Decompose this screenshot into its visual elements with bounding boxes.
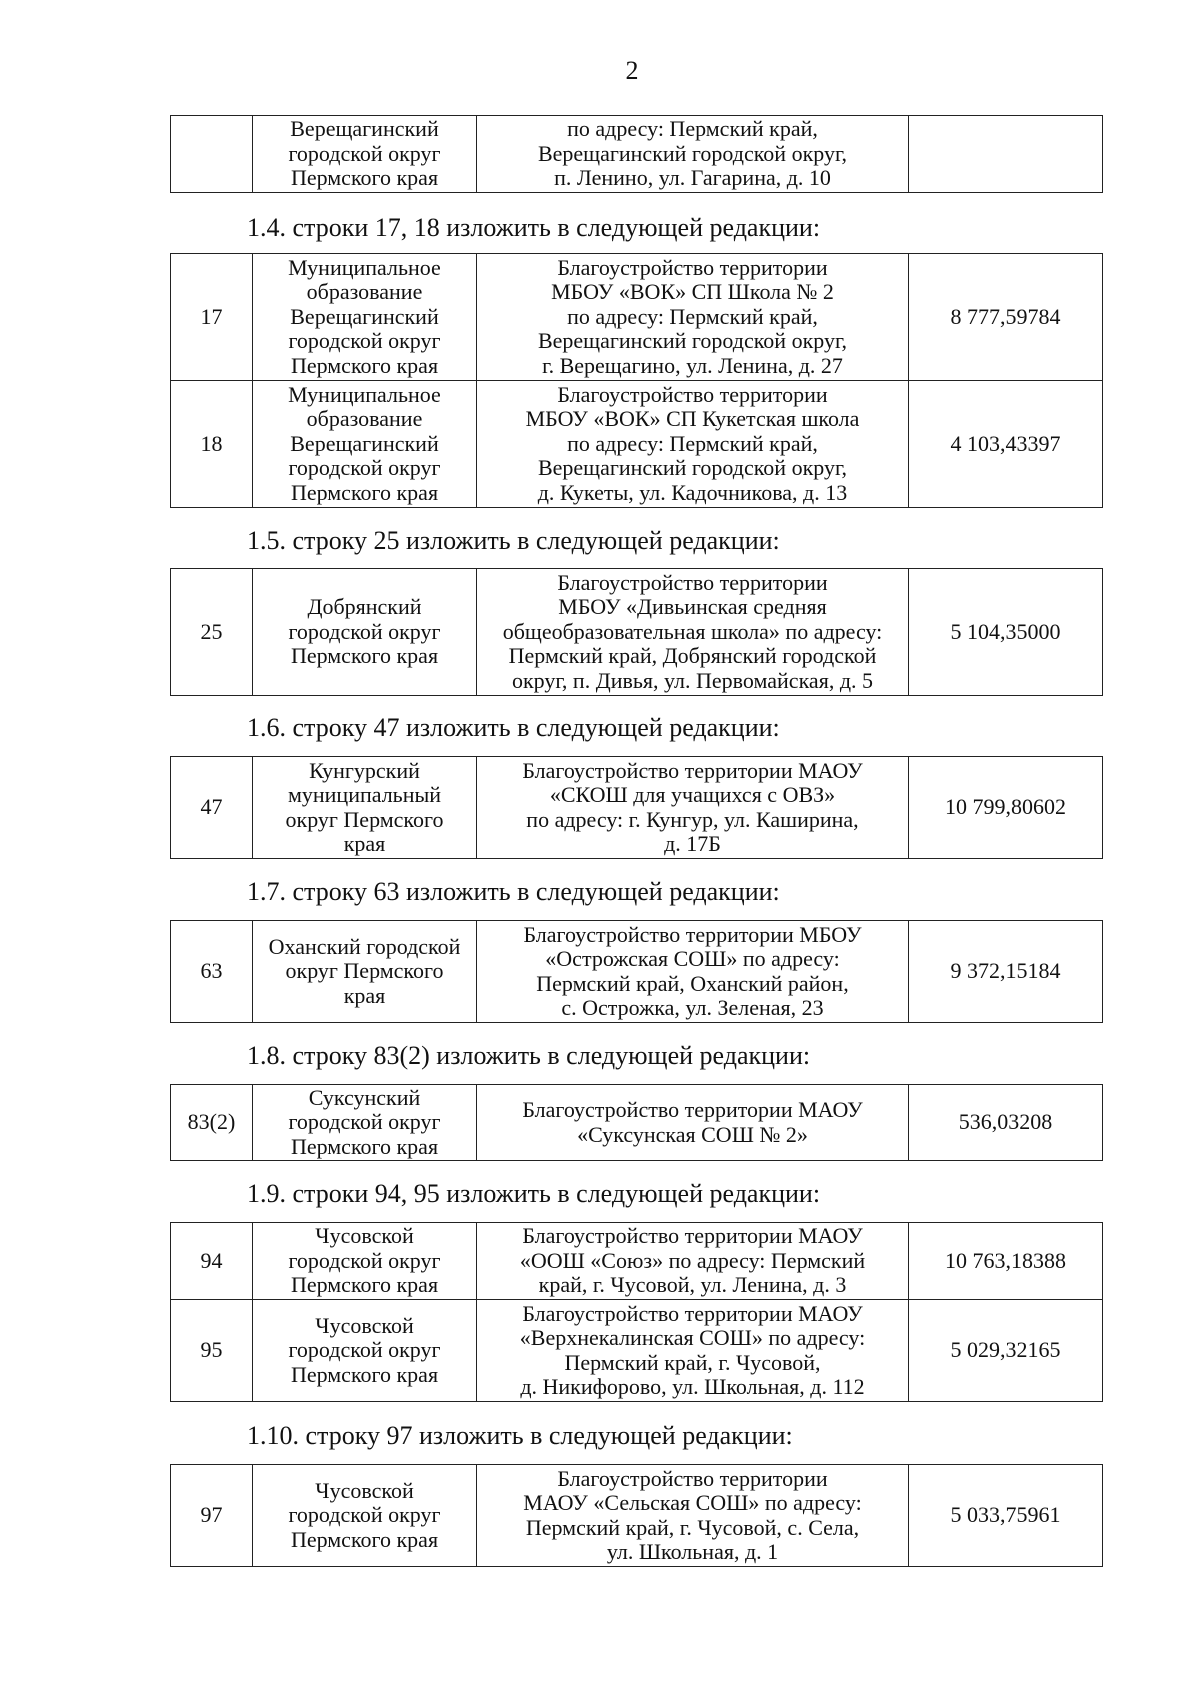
row-number: 25 xyxy=(171,569,253,696)
description-cell: Благоустройство территории МБОУ «ВОК» СП Кукетская школа по адресу: Пермский край, Верещагинский городской округ, д. Кукеты, ул. Кадочникова, д. 13 xyxy=(477,381,909,508)
clause-1-4: 1.4. строки 17, 18 изложить в следующей редакции: xyxy=(247,213,821,242)
table-row xyxy=(171,1085,1103,1161)
amount-cell: 5 033,75961 xyxy=(909,1465,1103,1567)
municipality-cell: Чусовской городской округ Пермского края xyxy=(253,1223,477,1300)
description-cell: Благоустройство территории МАОУ «ООШ «Союз» по адресу: Пермский край, г. Чусовой, ул. Ленина, д. 3 xyxy=(477,1223,909,1300)
municipality-cell: Верещагинский городской округ Пермского края xyxy=(253,116,477,193)
table-row xyxy=(171,1300,1103,1402)
amount-cell: 536,03208 xyxy=(909,1085,1103,1161)
description-cell: Благоустройство территории МАОУ «Сельская СОШ» по адресу: Пермский край, г. Чусовой, с. Села, ул. Школьная, д. 1 xyxy=(477,1465,909,1567)
clause-1-8: 1.8. строку 83(2) изложить в следующей редакции: xyxy=(247,1041,811,1070)
amount-cell: 10 763,18388 xyxy=(909,1223,1103,1300)
row-number xyxy=(171,116,253,193)
table-1-8 xyxy=(170,1084,1103,1161)
description-cell: Благоустройство территории МБОУ «Дивьинская средняя общеобразовательная школа» по адресу: Пермский край, Добрянский городской округ, п. Дивья, ул. Первомайская, д. 5 xyxy=(477,569,909,696)
amount-cell: 8 777,59784 xyxy=(909,254,1103,381)
table-1-4 xyxy=(170,253,1103,508)
table-row xyxy=(171,757,1103,859)
municipality-cell: Добрянский городской округ Пермского края xyxy=(253,569,477,696)
description-cell: Благоустройство территории МАОУ «СКОШ для учащихся с ОВЗ» по адресу: г. Кунгур, ул. Каширина, д. 17Б xyxy=(477,757,909,859)
row-number: 63 xyxy=(171,921,253,1023)
table-row xyxy=(171,116,1103,193)
municipality-cell: Чусовской городской округ Пермского края xyxy=(253,1300,477,1402)
row-number: 18 xyxy=(171,381,253,508)
amount-cell: 5 029,32165 xyxy=(909,1300,1103,1402)
page-number: 2 xyxy=(625,56,639,85)
amount-cell: 4 103,43397 xyxy=(909,381,1103,508)
clause-1-5: 1.5. строку 25 изложить в следующей редакции: xyxy=(247,526,780,555)
description-cell: Благоустройство территории МАОУ «Верхнекалинская СОШ» по адресу: Пермский край, г. Чусовой, д. Никифорово, ул. Школьная, д. 112 xyxy=(477,1300,909,1402)
municipality-cell: Чусовской городской округ Пермского края xyxy=(253,1465,477,1567)
row-number: 97 xyxy=(171,1465,253,1567)
table-1-7 xyxy=(170,920,1103,1023)
table-1-5 xyxy=(170,568,1103,696)
table-row xyxy=(171,569,1103,696)
description-cell: Благоустройство территории МБОУ «Острожская СОШ» по адресу: Пермский край, Оханский район, с. Острожка, ул. Зеленая, 23 xyxy=(477,921,909,1023)
amount-cell: 5 104,35000 xyxy=(909,569,1103,696)
clause-1-10: 1.10. строку 97 изложить в следующей редакции: xyxy=(247,1421,793,1450)
table-row xyxy=(171,254,1103,381)
municipality-cell: Кунгурский муниципальный округ Пермского края xyxy=(253,757,477,859)
description-cell: по адресу: Пермский край, Верещагинский городской округ, п. Ленино, ул. Гагарина, д. 10 xyxy=(477,116,909,193)
row-number: 94 xyxy=(171,1223,253,1300)
table-row xyxy=(171,921,1103,1023)
description-cell: Благоустройство территории МАОУ «Суксунская СОШ № 2» xyxy=(477,1085,909,1161)
amount-cell: 10 799,80602 xyxy=(909,757,1103,859)
description-cell: Благоустройство территории МБОУ «ВОК» СП Школа № 2 по адресу: Пермский край, Верещагинский городской округ, г. Верещагино, ул. Ленина, д. 27 xyxy=(477,254,909,381)
clause-1-9: 1.9. строки 94, 95 изложить в следующей редакции: xyxy=(247,1179,821,1208)
row-number: 95 xyxy=(171,1300,253,1402)
table-continuation xyxy=(170,115,1103,193)
amount-cell xyxy=(909,116,1103,193)
municipality-cell: Суксунский городской округ Пермского края xyxy=(253,1085,477,1161)
row-number: 17 xyxy=(171,254,253,381)
table-1-10 xyxy=(170,1464,1103,1567)
table-1-9 xyxy=(170,1222,1103,1402)
clause-1-7: 1.7. строку 63 изложить в следующей редакции: xyxy=(247,877,780,906)
amount-cell: 9 372,15184 xyxy=(909,921,1103,1023)
row-number: 83(2) xyxy=(171,1085,253,1161)
municipality-cell: Муниципальное образование Верещагинский городской округ Пермского края xyxy=(253,254,477,381)
municipality-cell: Оханский городской округ Пермского края xyxy=(253,921,477,1023)
table-row xyxy=(171,1223,1103,1300)
table-row xyxy=(171,381,1103,508)
clause-1-6: 1.6. строку 47 изложить в следующей редакции: xyxy=(247,713,780,742)
municipality-cell: Муниципальное образование Верещагинский городской округ Пермского края xyxy=(253,381,477,508)
table-1-6 xyxy=(170,756,1103,859)
table-row xyxy=(171,1465,1103,1567)
row-number: 47 xyxy=(171,757,253,859)
